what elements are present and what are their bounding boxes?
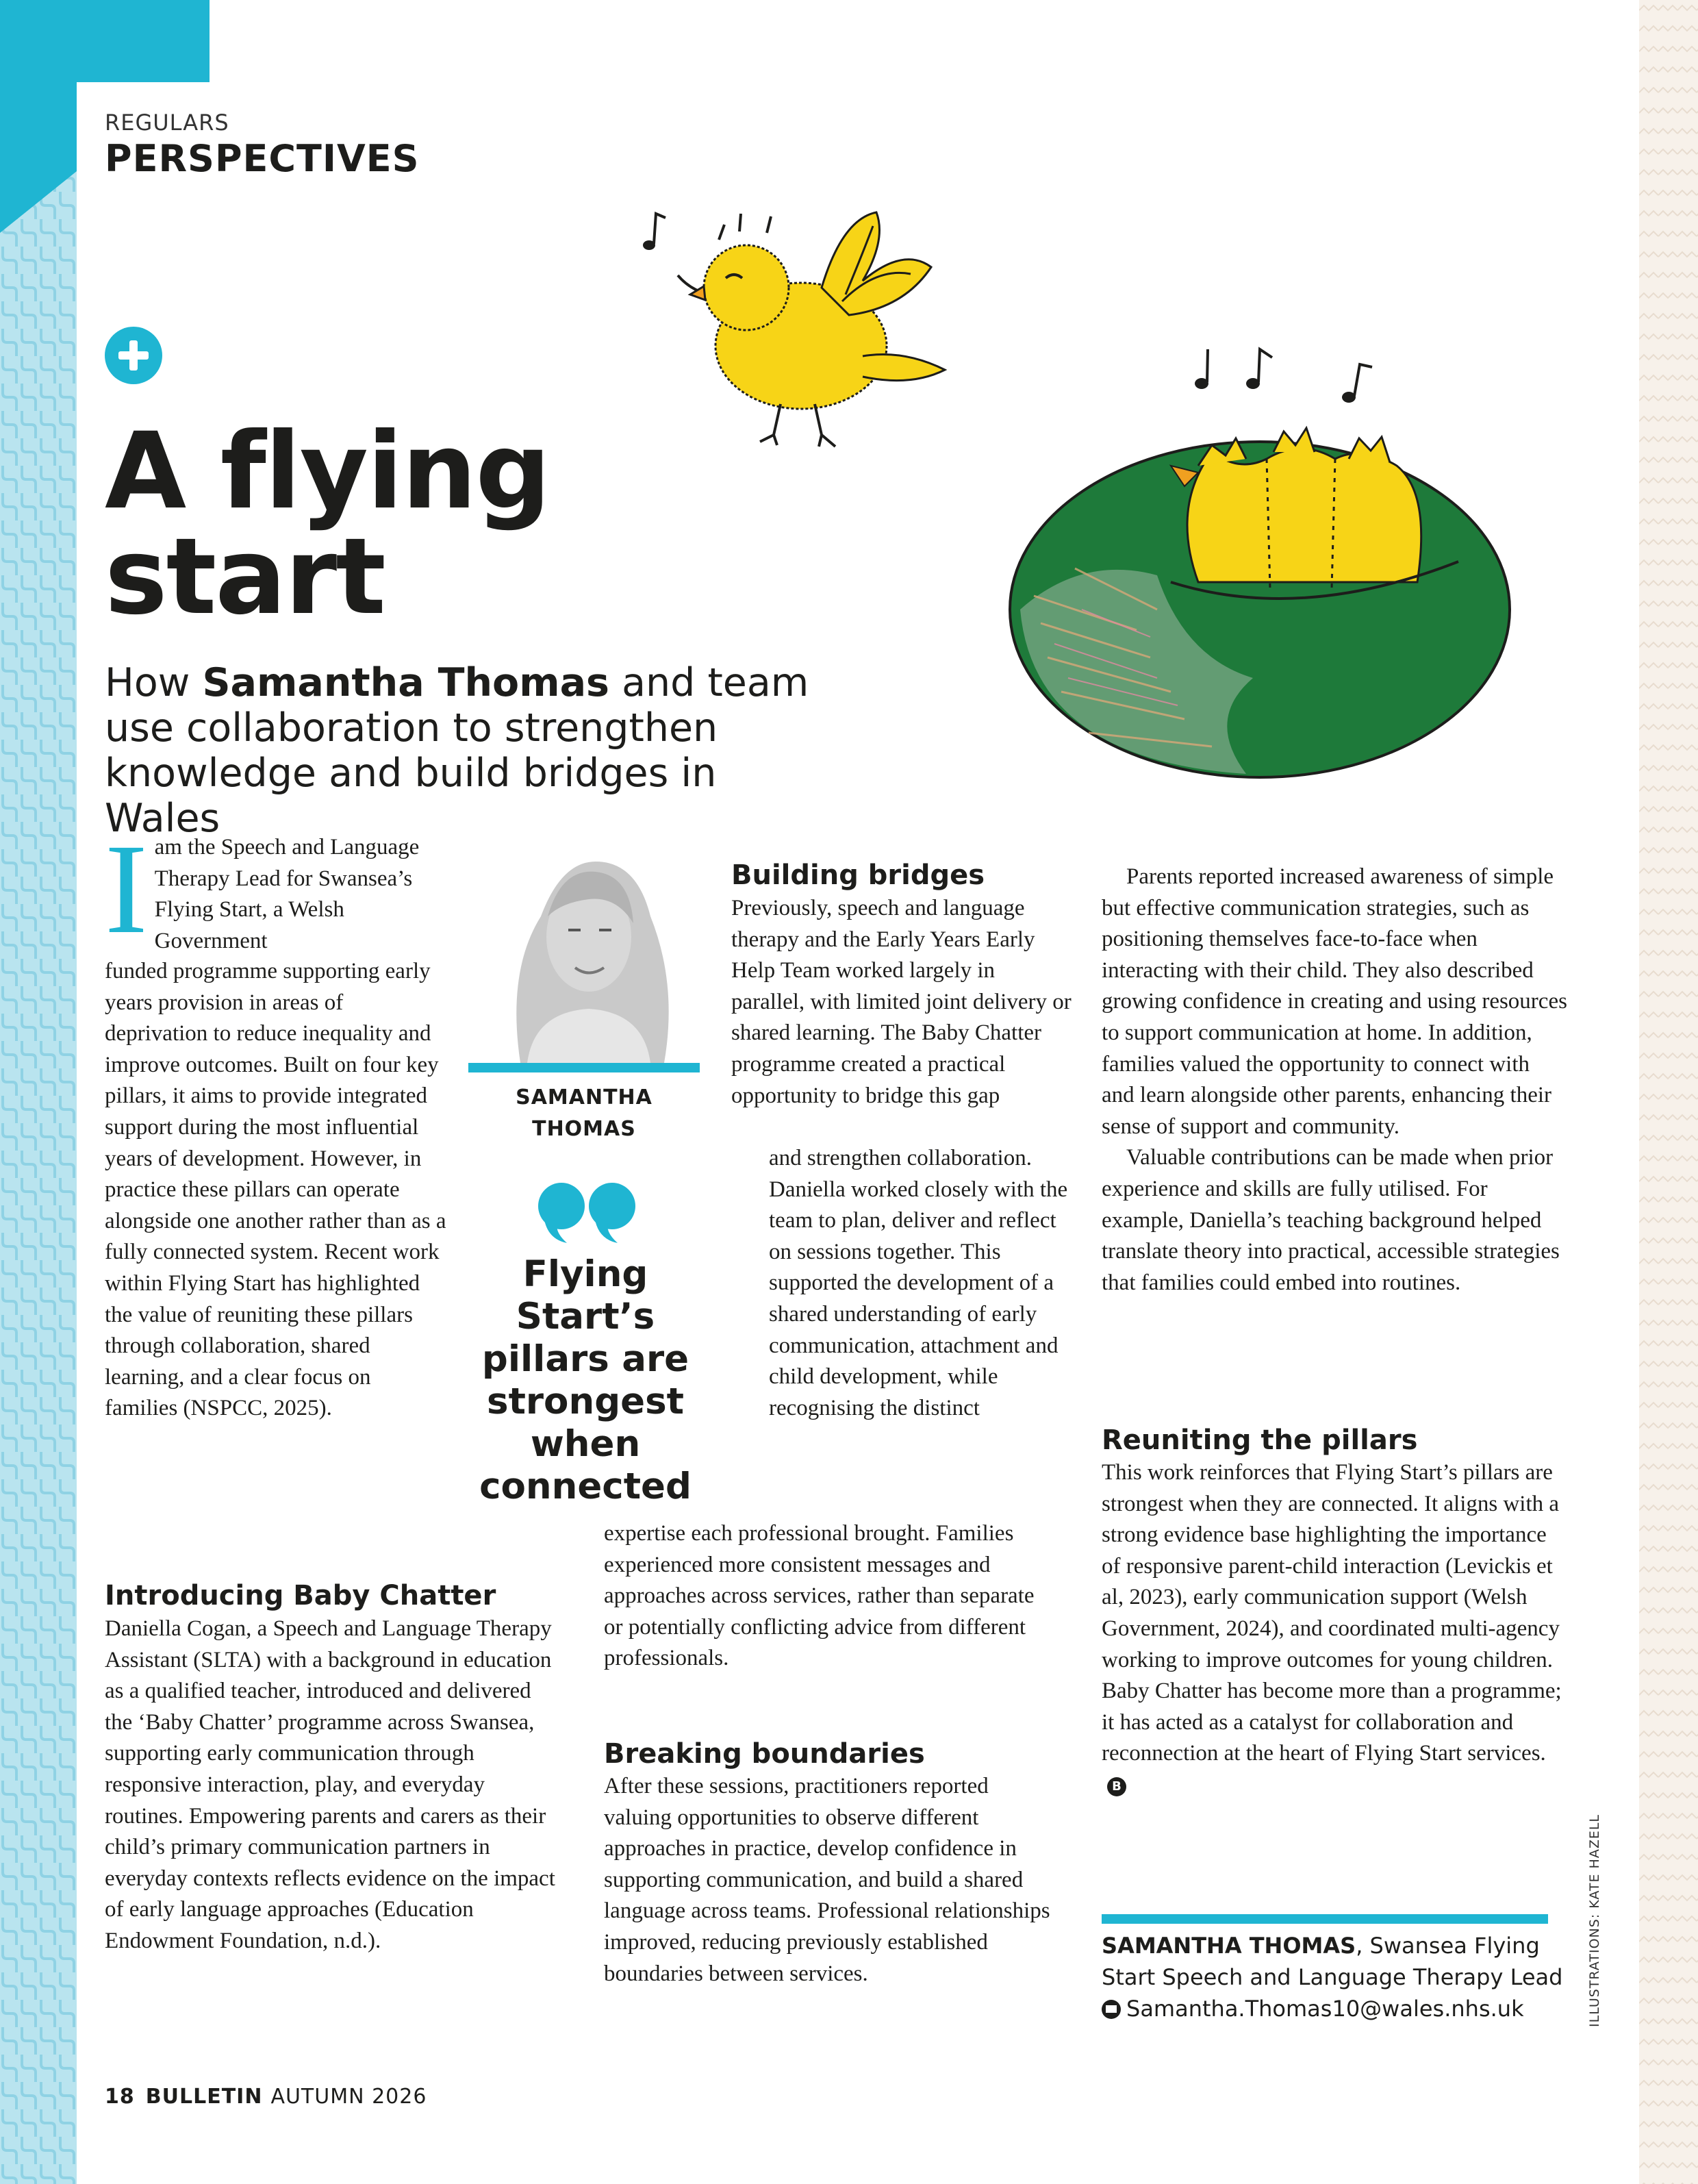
building-bridges-part-2: and strengthen collaboration. Daniella worked closely with the team to plan, deliver and reflect on sessions together. This supported the development of a shared understanding of early communication, attachment and child development, while recognising the distinct bbox=[769, 1146, 1068, 1420]
issue-date: AUTUMN 2026 bbox=[270, 2085, 427, 2109]
pull-quote: Flying Start’s pillars are strongest when connected bbox=[479, 1253, 692, 1507]
nest-with-chicks-illustration bbox=[979, 336, 1520, 829]
author-bio bbox=[1102, 1930, 1567, 2024]
heading-baby-chatter: Introducing Baby Chatter bbox=[105, 1580, 496, 1611]
bio-name: SAMANTHA THOMAS bbox=[1102, 1933, 1356, 1959]
intro-paragraph bbox=[105, 817, 447, 960]
standfirst-suffix: and team use collaboration to strengthen knowledge and build bridges in Wales bbox=[105, 660, 809, 841]
illustration-credit: ILLUSTRATIONS: KATE HAZELL bbox=[1587, 1813, 1602, 2027]
page-number: 18 bbox=[105, 2085, 135, 2109]
author-photo bbox=[479, 834, 696, 1063]
intro-lead: am the Speech and Language Therapy Lead for Swansea’s Flying Start, a Welsh Government bbox=[154, 835, 420, 953]
email-icon bbox=[1102, 2000, 1121, 2019]
photo-caption-line-1: SAMANTHA bbox=[516, 1085, 652, 1109]
reuniting-pillars-body bbox=[1102, 1457, 1567, 1801]
standfirst bbox=[105, 660, 824, 841]
headline bbox=[105, 410, 584, 638]
intro-continued: funded programme supporting early years provision in areas of deprivation to reduce inequality and improve outcomes. Built on four key pillars, it aims to provide integrated support during the most influential years of development. However, in practice these pillars can operate alongside one another rather than as a fully connected system. Recent work within Flying Start has highlighted the value of reuniting these pillars through collaboration, shared learning, and a clear focus on families (NSPCC, 2025). bbox=[105, 959, 446, 1421]
section-title: PERSPECTIVES bbox=[105, 137, 420, 180]
column-3-text bbox=[1102, 862, 1567, 1298]
headline-line-1: A flying bbox=[105, 410, 550, 533]
heading-building-bridges: Building bridges bbox=[731, 859, 985, 891]
standfirst-prefix: How bbox=[105, 660, 203, 705]
magazine-name: BULLETIN bbox=[145, 2085, 263, 2109]
reuniting-body-text: This work reinforces that Flying Start’s pillars are strongest when they are connected. It aligns with a strong evidence base highlighting the importance of responsive parent-child interaction (Levickis et al, 2023), early communication support (Welsh Government, 2024), and coordinated multi-agency working to improve outcomes for young children. Baby Chatter has become more than a programme; it has acted as a catalyst for collaboration and reconnection at the heart of Flying Start services. bbox=[1102, 1460, 1562, 1766]
baby-chatter-body: Daniella Cogan, a Speech and Language Therapy Assistant (SLTA) with a background in education as a qualified teacher, introduced and delivered the ‘Baby Chatter’ programme across Swansea, supporting early communication through responsive interaction, play, and everyday routines. Empowering parents and carers as their child’s primary communication partners in everyday contexts reflects evidence on the impact of early language approaches (Education Endowment Foundation, n.d.). bbox=[105, 1616, 555, 1953]
heading-reuniting-pillars: Reuniting the pillars bbox=[1102, 1424, 1418, 1456]
bio-email[interactable]: Samantha.Thomas10@wales.nhs.uk bbox=[1126, 1996, 1524, 2022]
headline-line-2: start bbox=[105, 516, 385, 638]
standfirst-name: Samantha Thomas bbox=[202, 660, 609, 705]
right-pattern-strip bbox=[1639, 0, 1698, 2184]
col3-paragraph-2: Valuable contributions can be made when prior experience and skills are fully utilised. For example, Daniella’s teaching background helped translate theory into practical, accessible strategies that families could embed into routines. bbox=[1102, 1145, 1560, 1295]
photo-caption-line-2: THOMAS bbox=[532, 1117, 636, 1141]
section-kicker: REGULARS bbox=[105, 110, 229, 136]
breaking-boundaries-body: After these sessions, practitioners reported valuing opportunities to observe different approaches in practice, develop confidence in supporting communication, and build a shared language across teams. Professional relationships improved, reducing previously established boundaries between services. bbox=[604, 1774, 1050, 1986]
heading-breaking-boundaries: Breaking boundaries bbox=[604, 1738, 925, 1770]
quote-icon bbox=[537, 1181, 639, 1243]
plus-icon bbox=[105, 327, 162, 384]
folio bbox=[105, 2085, 427, 2109]
photo-caption-bar bbox=[468, 1063, 700, 1072]
col3-paragraph-1: Parents reported increased awareness of simple but effective communication strategies, such as positioning themselves face-to-face when interacting with their child. They also described growing confidence in creating and using resources to support communication at home. In addition, families valued the opportunity to connect with and learn alongside other parents, enhancing their sense of support and community. bbox=[1102, 864, 1567, 1139]
photo-caption bbox=[468, 1082, 700, 1145]
bio-rule bbox=[1102, 1914, 1548, 1924]
bio-role: , Swansea Flying Start Speech and Language Therapy Lead bbox=[1102, 1933, 1563, 1990]
end-mark-icon: B bbox=[1107, 1777, 1126, 1796]
section-tab bbox=[0, 0, 210, 82]
building-bridges-part-3: expertise each professional brought. Families experienced more consistent messages and approaches across services, rather than separate or potentially conflicting advice from different professionals. bbox=[604, 1521, 1035, 1671]
drop-cap: I bbox=[105, 817, 148, 960]
left-pattern-strip bbox=[0, 0, 77, 2184]
flying-bird-illustration bbox=[616, 199, 1027, 473]
building-bridges-part-1: Previously, speech and language therapy and the Early Years Early Help Team worked largely in parallel, with limited joint delivery or shared learning. The Baby Chatter programme created a practical opportunity to bridge this gap bbox=[731, 896, 1072, 1108]
